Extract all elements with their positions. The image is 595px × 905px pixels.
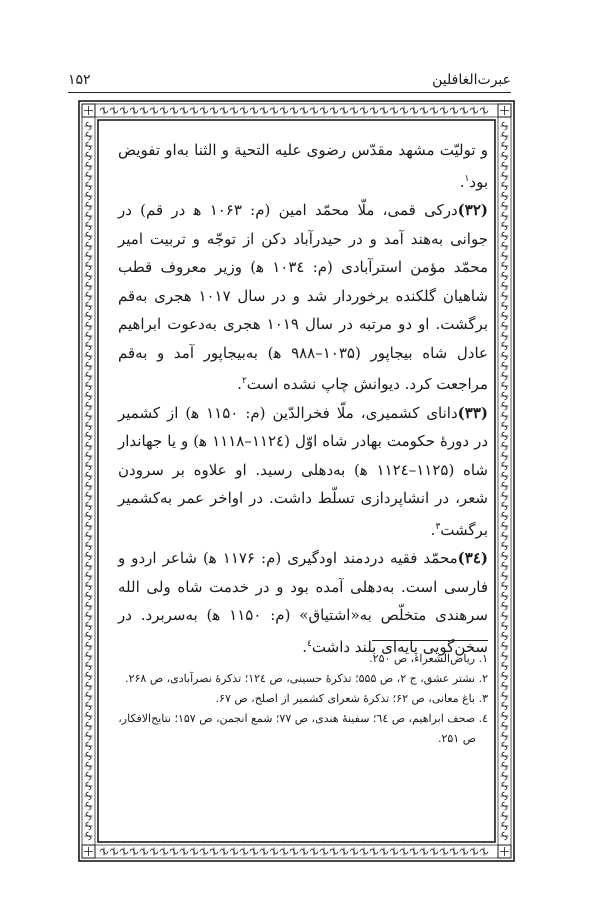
entry-33: (۳۳)دانای کشمیری، ملّا فخرالدّین (م: ۱۱۵۰ ﻫ) از کشمیر در دورهٔ حکومت بهادر شاه اوّل (۱۱۲٤–۱۱۱۸ ﻫ) و یا جهاندار شاه (۱۱۲۵–۱۱۲٤ ﻫ) به‌دهلی رسید. او علاوه بر سرودن شعر، در انشاپردازی تسلّط داشت. در اواخر عمر به‌کشمیر برگشت$^۳$. — [118, 403, 488, 539]
entry-number: (۳۲) — [457, 201, 488, 219]
footnote-ref: ٤ — [307, 638, 312, 649]
main-text — [118, 136, 488, 661]
footnote: ۲. نشتر عشق، ج ۲، ص ۵۵۵؛ تذکرهٔ حسینی، ص ۱۲٤؛ تذکرهٔ نصرآبادی، ص ۲۶۸. — [125, 672, 488, 685]
entry-number: (۳۳) — [457, 403, 488, 422]
entry-text: دانای کشمیری، ملّا فخرالدّین (م: ۱۱۵۰ ﻫ) از کشمیر در دورهٔ حکومت بهادر شاه اوّل (۱۱۲٤–۱۱۱۸ ﻫ) و یا جهاندار شاه (۱۱۲۵–۱۱۲٤ ﻫ) به‌دهلی رسید. او علاوه بر سرودن شعر، در انشاپردازی تسلّط داشت. در اواخر عمر به‌کشمیر برگشت — [118, 403, 488, 539]
entry-text: محمّد فقیه دردمند اودگیری (م: ۱۱۷۶ ﻫ) شاعر اردو و فارسی است. به‌دهلی آمده بود و در خدمت شاه ولی الله سرهندی متخلّص به«اشتیاق» (م: ۱۱۵۰ ﻫ) به‌سربرد. در سخن‌گویی پایه‌ای بلند داشت — [118, 549, 488, 656]
entry-34: (۳٤)محمّد فقیه دردمند اودگیری (م: ۱۱۷۶ ﻫ) شاعر اردو و فارسی است. به‌دهلی آمده بود و در خدمت شاه ولی الله سرهندی متخلّص به«اشتیاق» (م: ۱۱۵۰ ﻫ) به‌سربرد. در سخن‌گویی پایه‌ای بلند داشت$^٤$. — [118, 549, 489, 656]
footnotes — [118, 640, 488, 749]
footnote-ref: ۲ — [241, 376, 247, 386]
footnote: ٤. صحف ابراهیم، ص ٦٤؛ سفینهٔ هندی، ص ۷۷؛ شمع انجمن، ص ۱۵۷؛ نتایج‌الافکار، ص ۲۵۱. — [118, 712, 488, 745]
intro-paragraph: و تولیّت مشهد مقدّس رضوی علیه التحیة و الثنا به‌او تفویض بود$^۱$. — [118, 141, 488, 191]
intro-text: و تولیّت مشهد مقدّس رضوی علیه التحیة و الثنا به‌او تفویض بود — [118, 141, 488, 191]
page-number: ۱۵۲ — [68, 72, 91, 88]
footnote: ۱. ریاض‌الشعراء، ص ۲۵۰. — [369, 652, 488, 665]
footnote: ۳. باغ معانی، ص ۶۲؛ تذکرهٔ شعرای کشمیر از اصلح، ص ۶۷. — [215, 692, 488, 705]
running-head — [68, 66, 511, 93]
footnote-rule — [372, 640, 488, 641]
entry-number: (۳٤) — [457, 549, 489, 567]
book-title: عبرت‌الغافلین — [432, 72, 511, 88]
footnote-ref: ۳ — [435, 521, 441, 532]
entry-text: درکی قمی، ملّا محمّد امین (م: ۱۰۶۳ ﻫ در قم) در جوانی به‌هند آمد و در حیدرآباد دکن از توجّه و تربیت امیر محمّد مؤمن استرآبادی (م: ۱۰۳٤ ﻫ) وزیر معروف قطب شاهیان گلکنده برخوردار شد و در سال ۱۰۱۷ هجری به‌قم برگشت. او دو مرتبه در سال ۱۰۱۹ هجری به‌دعوت ابراهیم عادل شاه بیجاپور (۱۰۳۵–۹۸۸ ﻫ) به‌بیجاپور آمد و به‌قم مراجعت کرد. دیوانش چاپ نشده است — [118, 201, 488, 393]
entry-32: (۳۲)درکی قمی، ملّا محمّد امین (م: ۱۰۶۳ ﻫ در قم) در جوانی به‌هند آمد و در حیدرآباد دکن از توجّه و تربیت امیر محمّد مؤمن استرآبادی (م: ۱۰۳٤ ﻫ) وزیر معروف قطب شاهیان گلکنده برخوردار شد و در سال ۱۰۱۷ هجری به‌قم برگشت. او دو مرتبه در سال ۱۰۱۹ هجری به‌دعوت ابراهیم عادل شاه بیجاپور (۱۰۳۵–۹۸۸ ﻫ) به‌بیجاپور آمد و به‌قم مراجعت کرد. دیوانش چاپ نشده است$^۲$. — [118, 201, 488, 393]
footnote-ref: ۱ — [464, 173, 470, 184]
